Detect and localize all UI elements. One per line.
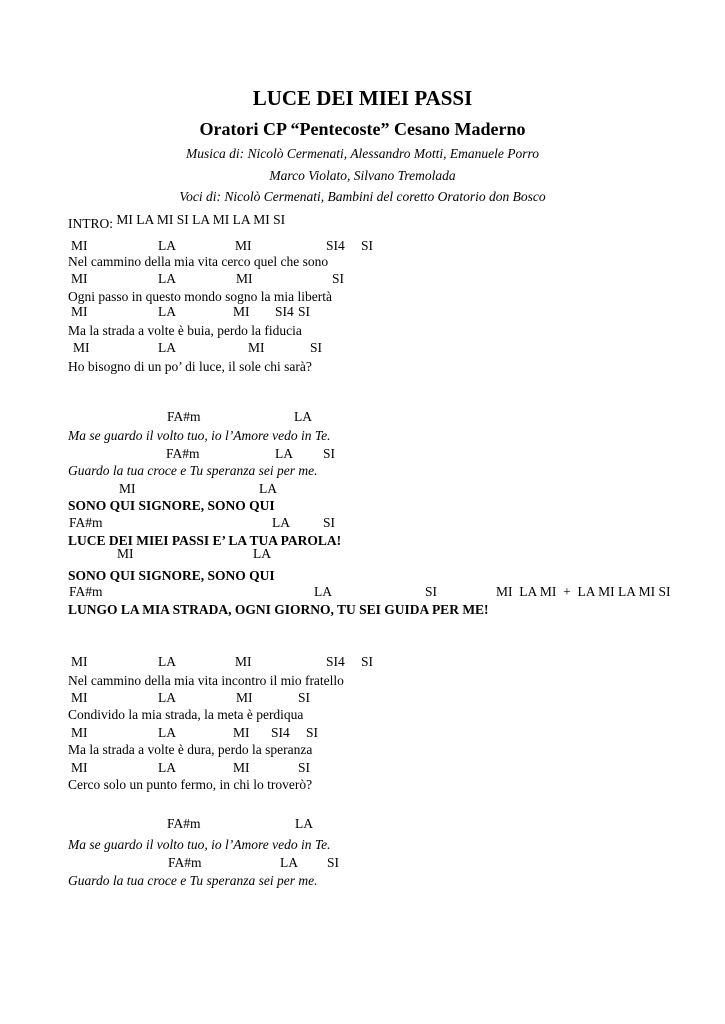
chord: FA#m (69, 584, 103, 599)
chord: SI (425, 584, 438, 599)
voices-credit: Voci di: Nicolò Cermenati, Bambini del coretto Oratorio don Bosco (179, 189, 546, 204)
verse-2-line-4: Cerco solo un punto fermo, in chi lo troverò? (68, 777, 313, 792)
chord: SI4 (326, 654, 345, 669)
chord: MI (119, 481, 136, 496)
chord: MI (71, 271, 88, 286)
chord: MI (71, 238, 88, 253)
chord: MI (71, 690, 88, 705)
chord: MI (233, 725, 250, 740)
chord: FA#m (167, 816, 201, 831)
verse-2-line-1: Nel cammino della mia vita incontro il mio fratello (68, 673, 344, 688)
chord: FA#m (167, 409, 201, 424)
chord: SI (298, 760, 311, 775)
intro-line (68, 212, 286, 232)
chord: MI (248, 340, 265, 355)
chord: LA (314, 584, 332, 599)
prechorus-1-line-1: Ma se guardo il volto tuo, io l’Amore vedo in Te. (68, 428, 331, 443)
chord: FA#m (166, 446, 200, 461)
prechorus-2-line-2: Guardo la tua croce e Tu speranza sei per me. (68, 873, 318, 888)
chord: MI (236, 690, 253, 705)
chord: MI LA MI + LA MI LA MI SI (496, 584, 671, 599)
music-credit-continued: Marco Violato, Silvano Tremolada (269, 168, 456, 183)
prechorus-1-line-2: Guardo la tua croce e Tu speranza sei per me. (68, 463, 318, 478)
chord: LA (295, 816, 313, 831)
chord: SI (306, 725, 319, 740)
chorus-line-2: LUCE DEI MIEI PASSI E’ LA TUA PAROLA! (68, 533, 342, 548)
chord: SI (327, 855, 340, 870)
intro-label: INTRO: (68, 216, 113, 231)
chord: MI (71, 654, 88, 669)
verse-1-line-2: Ogni passo in questo mondo sogno la mia libertà (68, 289, 332, 304)
chord: MI (233, 760, 250, 775)
chorus-line-4: LUNGO LA MIA STRADA, OGNI GIORNO, TU SEI GUIDA PER ME! (68, 602, 489, 617)
chord: LA (259, 481, 277, 496)
verse-1-line-1: Nel cammino della mia vita cerco quel che sono (68, 254, 329, 269)
verse-2-line-2: Condivido la mia strada, la meta è perdiqua (68, 707, 304, 722)
chord: SI (310, 340, 323, 355)
chord: MI (71, 725, 88, 740)
chorus-line-1: SONO QUI SIGNORE, SONO QUI (68, 498, 275, 513)
chord: MI (71, 304, 88, 319)
chord: SI (298, 304, 311, 319)
prechorus-2-line-1: Ma se guardo il volto tuo, io l’Amore vedo in Te. (68, 837, 331, 852)
chord: LA (280, 855, 298, 870)
music-credit: Musica di: Nicolò Cermenati, Alessandro Motti, Emanuele Porro (185, 146, 540, 161)
verse-2-line-3: Ma la strada a volte è dura, perdo la speranza (68, 742, 313, 757)
intro-chords: MI LA MI SI LA MI LA MI SI (116, 212, 286, 227)
chord: SI (332, 271, 345, 286)
chord: LA (158, 690, 176, 705)
chord: SI (361, 238, 374, 253)
chord: MI (117, 546, 134, 561)
chord: LA (253, 546, 271, 561)
chord: MI (235, 238, 252, 253)
chord: LA (272, 515, 290, 530)
chord: MI (235, 654, 252, 669)
chord: MI (236, 271, 253, 286)
chord: LA (158, 760, 176, 775)
chord: FA#m (69, 515, 103, 530)
chord: LA (158, 304, 176, 319)
verse-1-line-4: Ho bisogno di un po’ di luce, il sole chi sarà? (68, 359, 312, 374)
chord: LA (275, 446, 293, 461)
chord: SI4 (271, 725, 290, 740)
song-subtitle: Oratori CP “Pentecoste” Cesano Maderno (199, 119, 526, 139)
chorus-line-3: SONO QUI SIGNORE, SONO QUI (68, 568, 275, 583)
chord: SI4 (326, 238, 345, 253)
chord: SI (323, 446, 336, 461)
chord: SI (323, 515, 336, 530)
chord: MI (71, 760, 88, 775)
chord: MI (233, 304, 250, 319)
chord: LA (158, 238, 176, 253)
chord: FA#m (168, 855, 202, 870)
chord: SI (361, 654, 374, 669)
chord: SI4 (275, 304, 294, 319)
verse-1-line-3: Ma la strada a volte è buia, perdo la fiducia (68, 323, 302, 338)
chord: LA (294, 409, 312, 424)
chord: LA (158, 725, 176, 740)
chord: LA (158, 271, 176, 286)
chord: LA (158, 654, 176, 669)
chord: LA (158, 340, 176, 355)
chord: MI (73, 340, 90, 355)
song-title: LUCE DEI MIEI PASSI (252, 86, 473, 110)
chord: SI (298, 690, 311, 705)
